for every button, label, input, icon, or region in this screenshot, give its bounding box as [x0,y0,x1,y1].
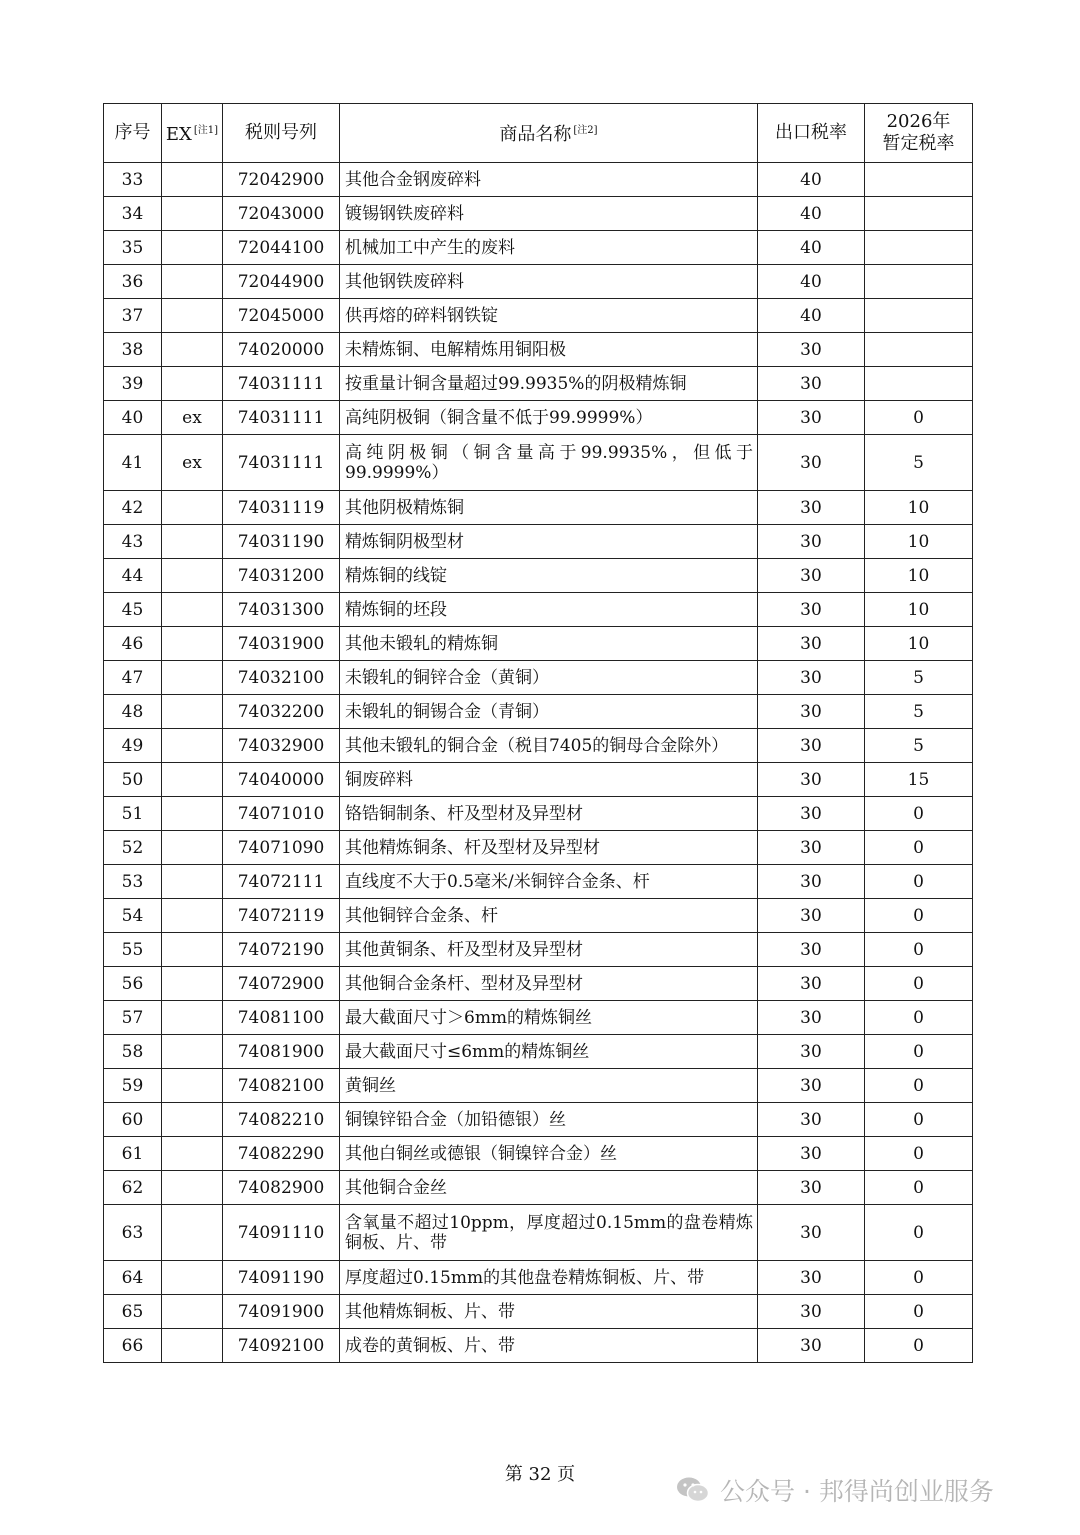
cell-seq: 56 [104,967,162,1001]
cell-ex [162,1205,223,1261]
table-row [104,435,973,491]
cell-seq: 50 [104,763,162,797]
cell-code: 74031119 [223,491,340,525]
cell-seq: 53 [104,865,162,899]
cell-export-rate: 30 [758,559,865,593]
table-row [104,491,973,525]
cell-code: 74031900 [223,627,340,661]
header-interim-rate: 2026年 暂定税率 [865,104,973,163]
cell-code: 74031200 [223,559,340,593]
cell-interim-rate: 0 [865,1001,973,1035]
cell-ex [162,197,223,231]
cell-ex [162,1001,223,1035]
cell-name: 含氧量不超过10ppm，厚度超过0.15mm的盘卷精炼铜板、片、带 [340,1205,758,1261]
cell-seq: 42 [104,491,162,525]
cell-export-rate: 30 [758,797,865,831]
cell-interim-rate: 10 [865,593,973,627]
cell-seq: 59 [104,1069,162,1103]
cell-code: 74031111 [223,401,340,435]
cell-ex [162,333,223,367]
cell-ex [162,163,223,197]
cell-ex [162,265,223,299]
cell-interim-rate: 0 [865,865,973,899]
cell-seq: 61 [104,1137,162,1171]
cell-code: 74071010 [223,797,340,831]
cell-name: 精炼铜的线锭 [340,559,758,593]
header-name-note: [注2] [573,125,598,136]
cell-export-rate: 30 [758,593,865,627]
cell-seq: 51 [104,797,162,831]
cell-code: 74031190 [223,525,340,559]
cell-name: 机械加工中产生的废料 [340,231,758,265]
cell-ex [162,231,223,265]
table-row [104,1295,973,1329]
table-row [104,865,973,899]
cell-code: 74081100 [223,1001,340,1035]
cell-interim-rate [865,333,973,367]
cell-name: 精炼铜的坯段 [340,593,758,627]
header-export-rate: 出口税率 [758,104,865,163]
cell-ex [162,1329,223,1363]
cell-name: 厚度超过0.15mm的其他盘卷精炼铜板、片、带 [340,1261,758,1295]
cell-seq: 43 [104,525,162,559]
cell-code: 74032100 [223,661,340,695]
table-row [104,763,973,797]
cell-seq: 45 [104,593,162,627]
table-row [104,899,973,933]
cell-ex [162,1069,223,1103]
cell-name: 其他阴极精炼铜 [340,491,758,525]
cell-ex [162,627,223,661]
cell-interim-rate [865,367,973,401]
cell-seq: 62 [104,1171,162,1205]
header-ex-note: [注1] [193,125,219,136]
cell-interim-rate [865,197,973,231]
cell-code: 74031300 [223,593,340,627]
cell-export-rate: 30 [758,1295,865,1329]
table-row [104,661,973,695]
cell-export-rate: 30 [758,899,865,933]
table-row [104,367,973,401]
table-body [104,163,973,1363]
cell-name: 未锻轧的铜锡合金（青铜） [340,695,758,729]
cell-interim-rate: 5 [865,435,973,491]
table-row [104,1035,973,1069]
table-row [104,1205,973,1261]
cell-export-rate: 30 [758,695,865,729]
cell-ex [162,831,223,865]
cell-seq: 35 [104,231,162,265]
cell-seq: 34 [104,197,162,231]
cell-code: 72042900 [223,163,340,197]
table-row [104,265,973,299]
cell-seq: 44 [104,559,162,593]
cell-export-rate: 30 [758,1137,865,1171]
cell-interim-rate: 0 [865,1035,973,1069]
cell-ex [162,593,223,627]
cell-ex [162,367,223,401]
table-row [104,797,973,831]
cell-interim-rate [865,299,973,333]
cell-name: 高纯阴极铜（铜含量不低于99.9999%） [340,401,758,435]
cell-interim-rate: 5 [865,729,973,763]
cell-seq: 63 [104,1205,162,1261]
cell-code: 74031111 [223,367,340,401]
cell-export-rate: 30 [758,435,865,491]
cell-seq: 48 [104,695,162,729]
cell-interim-rate: 0 [865,1329,973,1363]
cell-code: 74082900 [223,1171,340,1205]
cell-seq: 40 [104,401,162,435]
cell-name: 其他未锻轧的铜合金（税目7405的铜母合金除外） [340,729,758,763]
cell-interim-rate: 10 [865,559,973,593]
cell-export-rate: 30 [758,333,865,367]
cell-interim-rate: 0 [865,831,973,865]
cell-name: 未锻轧的铜锌合金（黄铜） [340,661,758,695]
cell-name: 黄铜丝 [340,1069,758,1103]
cell-seq: 54 [104,899,162,933]
cell-code: 74092100 [223,1329,340,1363]
cell-code: 72045000 [223,299,340,333]
cell-code: 74091190 [223,1261,340,1295]
cell-export-rate: 30 [758,1035,865,1069]
cell-code: 74082100 [223,1069,340,1103]
cell-interim-rate: 0 [865,1261,973,1295]
cell-interim-rate [865,231,973,265]
cell-export-rate: 40 [758,163,865,197]
cell-code: 74091900 [223,1295,340,1329]
header-seq: 序号 [104,104,162,163]
cell-code: 74032900 [223,729,340,763]
wechat-icon [676,1476,710,1504]
cell-ex [162,865,223,899]
cell-code: 74081900 [223,1035,340,1069]
table-row [104,831,973,865]
table-row [104,299,973,333]
cell-export-rate: 40 [758,265,865,299]
cell-export-rate: 30 [758,627,865,661]
cell-code: 74072900 [223,967,340,1001]
header-name: 商品名称 [注2] [340,104,758,163]
cell-export-rate: 30 [758,1001,865,1035]
cell-seq: 64 [104,1261,162,1295]
header-code: 税则号列 [223,104,340,163]
cell-interim-rate: 15 [865,763,973,797]
cell-seq: 39 [104,367,162,401]
cell-name: 其他铜锌合金条、杆 [340,899,758,933]
cell-interim-rate [865,265,973,299]
cell-ex [162,899,223,933]
table-row [104,1137,973,1171]
cell-ex [162,729,223,763]
table-row [104,525,973,559]
cell-interim-rate: 5 [865,695,973,729]
cell-ex [162,763,223,797]
table-row [104,933,973,967]
cell-name: 高纯阴极铜（铜含量高于99.9935%，但低于99.9999%） [340,435,758,491]
cell-name: 未精炼铜、电解精炼用铜阳极 [340,333,758,367]
cell-name: 铬锆铜制条、杆及型材及异型材 [340,797,758,831]
cell-export-rate: 30 [758,967,865,1001]
cell-code: 72044100 [223,231,340,265]
cell-name: 直线度不大于0.5毫米/米铜锌合金条、杆 [340,865,758,899]
table-row [104,1261,973,1295]
cell-name: 最大截面尺寸＞6mm的精炼铜丝 [340,1001,758,1035]
cell-export-rate: 30 [758,367,865,401]
tariff-table [103,103,973,1363]
table-row [104,695,973,729]
cell-export-rate: 30 [758,1069,865,1103]
cell-export-rate: 30 [758,1205,865,1261]
cell-interim-rate: 0 [865,1103,973,1137]
cell-name: 供再熔的碎料钢铁锭 [340,299,758,333]
cell-code: 74082290 [223,1137,340,1171]
cell-export-rate: 40 [758,299,865,333]
cell-seq: 37 [104,299,162,333]
cell-seq: 57 [104,1001,162,1035]
cell-export-rate: 30 [758,831,865,865]
cell-seq: 47 [104,661,162,695]
table-row [104,231,973,265]
cell-seq: 49 [104,729,162,763]
cell-code: 74031111 [223,435,340,491]
cell-export-rate: 30 [758,661,865,695]
header-ex: EX [注1] [162,104,223,163]
cell-export-rate: 30 [758,525,865,559]
table-row [104,163,973,197]
cell-interim-rate: 0 [865,1137,973,1171]
cell-ex [162,1295,223,1329]
cell-ex [162,525,223,559]
cell-ex [162,491,223,525]
cell-interim-rate: 10 [865,491,973,525]
table-row [104,333,973,367]
cell-name: 其他精炼铜板、片、带 [340,1295,758,1329]
table-row [104,967,973,1001]
table-row [104,197,973,231]
cell-export-rate: 30 [758,933,865,967]
cell-ex [162,661,223,695]
cell-code: 74071090 [223,831,340,865]
cell-seq: 36 [104,265,162,299]
cell-name: 精炼铜阴极型材 [340,525,758,559]
cell-export-rate: 30 [758,491,865,525]
cell-seq: 66 [104,1329,162,1363]
cell-seq: 33 [104,163,162,197]
cell-name: 铜废碎料 [340,763,758,797]
cell-ex [162,695,223,729]
table-row [104,1001,973,1035]
cell-name: 其他铜合金丝 [340,1171,758,1205]
cell-interim-rate: 0 [865,933,973,967]
cell-export-rate: 30 [758,1103,865,1137]
cell-export-rate: 30 [758,1171,865,1205]
watermark [676,1470,994,1510]
cell-code: 74020000 [223,333,340,367]
cell-interim-rate: 0 [865,797,973,831]
watermark-text: 公众号 · 邦得尚创业服务 [720,1477,994,1506]
cell-ex [162,1035,223,1069]
cell-export-rate: 30 [758,401,865,435]
cell-ex [162,1261,223,1295]
cell-name: 其他合金钢废碎料 [340,163,758,197]
table-row [104,559,973,593]
cell-ex [162,559,223,593]
cell-ex [162,1171,223,1205]
cell-seq: 55 [104,933,162,967]
table-row [104,1329,973,1363]
cell-name: 其他钢铁废碎料 [340,265,758,299]
cell-name: 其他黄铜条、杆及型材及异型材 [340,933,758,967]
cell-code: 74032200 [223,695,340,729]
cell-name: 其他铜合金条杆、型材及异型材 [340,967,758,1001]
cell-interim-rate: 0 [865,899,973,933]
cell-ex [162,1137,223,1171]
cell-export-rate: 30 [758,865,865,899]
cell-code: 74091110 [223,1205,340,1261]
cell-interim-rate: 10 [865,627,973,661]
cell-export-rate: 40 [758,231,865,265]
cell-seq: 38 [104,333,162,367]
cell-seq: 58 [104,1035,162,1069]
cell-code: 74072190 [223,933,340,967]
table-row [104,729,973,763]
table-row [104,593,973,627]
cell-name: 按重量计铜含量超过99.9935%的阴极精炼铜 [340,367,758,401]
cell-seq: 65 [104,1295,162,1329]
cell-export-rate: 30 [758,1261,865,1295]
cell-export-rate: 40 [758,197,865,231]
cell-seq: 52 [104,831,162,865]
page-number: 第 32 页 [504,1464,576,1485]
cell-interim-rate: 0 [865,967,973,1001]
cell-name: 铜镍锌铅合金（加铅德银）丝 [340,1103,758,1137]
cell-ex: ex [162,435,223,491]
cell-ex [162,933,223,967]
cell-interim-rate: 0 [865,1171,973,1205]
cell-name: 成卷的黄铜板、片、带 [340,1329,758,1363]
cell-name: 其他白铜丝或德银（铜镍锌合金）丝 [340,1137,758,1171]
cell-name: 镀锡钢铁废碎料 [340,197,758,231]
cell-interim-rate: 0 [865,1295,973,1329]
table-row [104,1069,973,1103]
cell-seq: 41 [104,435,162,491]
table-row [104,1103,973,1137]
cell-ex [162,797,223,831]
table-header-row [104,104,973,163]
cell-interim-rate: 0 [865,1069,973,1103]
cell-name: 最大截面尺寸≤6mm的精炼铜丝 [340,1035,758,1069]
cell-code: 72044900 [223,265,340,299]
cell-interim-rate [865,163,973,197]
cell-seq: 60 [104,1103,162,1137]
cell-code: 72043000 [223,197,340,231]
cell-ex [162,967,223,1001]
cell-ex [162,1103,223,1137]
cell-interim-rate: 0 [865,401,973,435]
cell-code: 74072111 [223,865,340,899]
cell-code: 74040000 [223,763,340,797]
cell-interim-rate: 0 [865,1205,973,1261]
table-row [104,627,973,661]
cell-export-rate: 30 [758,729,865,763]
cell-seq: 46 [104,627,162,661]
cell-interim-rate: 5 [865,661,973,695]
cell-name: 其他未锻轧的精炼铜 [340,627,758,661]
cell-code: 74072119 [223,899,340,933]
cell-ex: ex [162,401,223,435]
table-row [104,401,973,435]
cell-export-rate: 30 [758,763,865,797]
cell-export-rate: 30 [758,1329,865,1363]
cell-ex [162,299,223,333]
cell-code: 74082210 [223,1103,340,1137]
cell-interim-rate: 10 [865,525,973,559]
table-row [104,1171,973,1205]
cell-name: 其他精炼铜条、杆及型材及异型材 [340,831,758,865]
